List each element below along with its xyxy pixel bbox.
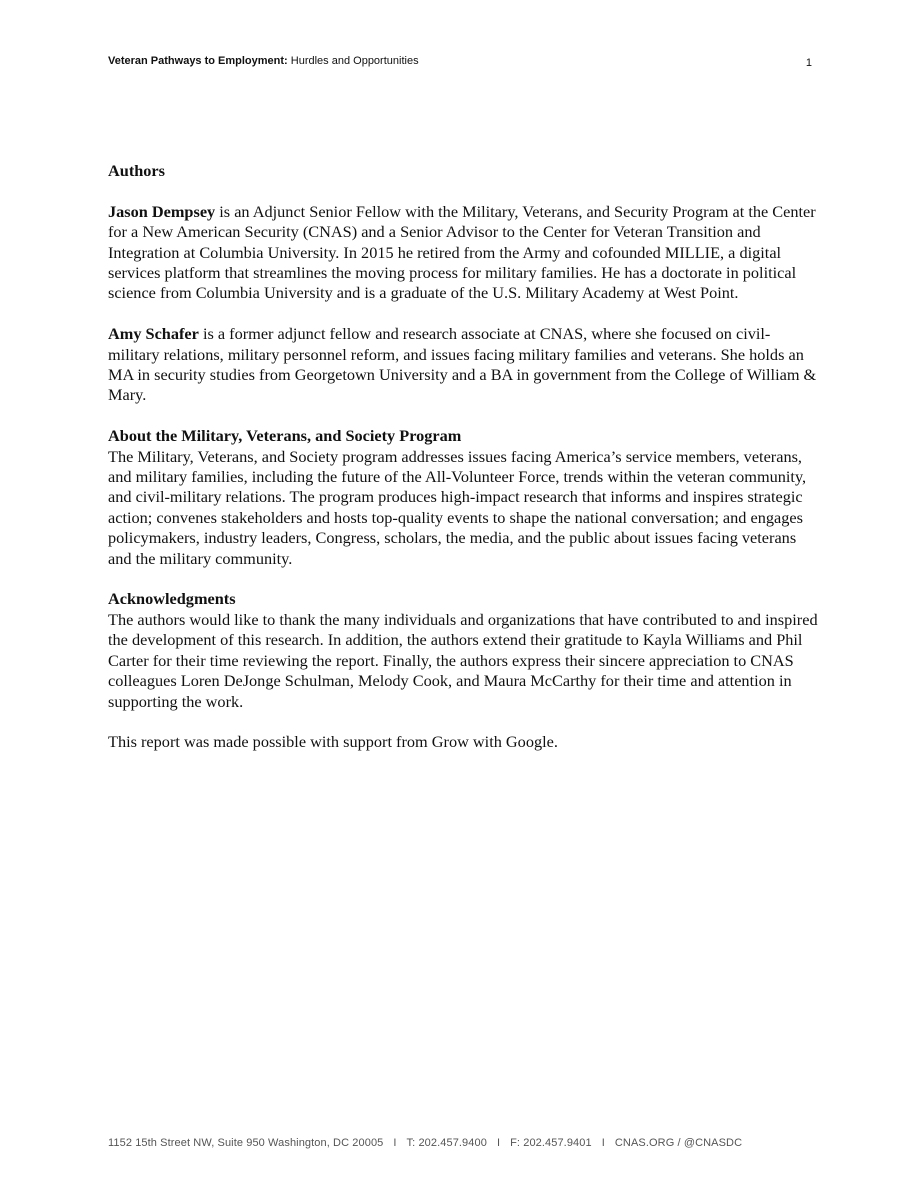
schafer-bio: is a former adjunct fellow and research associate at CNAS, where she focused on civil-military relations, military personnel reform, and issues facing military families and veterans. She holds an MA in security studies from Georgetown University and a BA in government from the College of William & Mary. [108,324,817,405]
program-heading: About the Military, Veterans, and Society Program [108,426,462,446]
running-header [108,55,812,67]
footer-phone: T: 202.457.9400 [406,1137,487,1149]
program-body: The Military, Veterans, and Society program addresses issues facing America’s service members, veterans, and military families, including the future of the All-Volunteer Force, trends within the veteran community, and civil-military relations. The program produces high-impact research that informs and inspires strategic action; convenes stakeholders and hosts top-quality events to shape the national conversation; and engages policymakers, industry leaders, Congress, scholars, the media, and the public about issues facing veterans and the military community. [108,446,807,568]
support-note: This report was made possible with support from Grow with Google. [108,732,558,752]
schafer-bio-paragraph [108,324,820,406]
authors-heading: Authors [108,161,165,180]
footer-separator: I [601,1137,605,1149]
schafer-name: Amy Schafer [108,324,199,344]
footer-separator: I [393,1137,397,1149]
footer-address: 1152 15th Street NW, Suite 950 Washington, DC 20005 [108,1137,384,1149]
dempsey-bio: is an Adjunct Senior Fellow with the Military, Veterans, and Security Program at the Center for a New American Security (CNAS) and a Senior Advisor to the Center for Veteran Transition and Integration at Columbia University. In 2015 he retired from the Army and cofounded MILLIE, a digital services platform that streamlines the moving process for military families. He has a doctorate in political science from Columbia University and is a graduate of the U.S. Military Academy at West Point. [108,201,816,303]
acknowledgments-heading: Acknowledgments [108,589,236,609]
acknowledgments-body: The authors would like to thank the many individuals and organizations that have contributed to and inspired the development of this research. In addition, the authors extend their gratitude to Kayla Williams and Phil Carter for their time reviewing the report. Finally, the authors express their sincere appreciation to CNAS colleagues Loren DeJonge Schulman, Melody Cook, and Maura McCarthy for their time and attention in supporting the work. [108,609,818,711]
page-footer [108,1137,742,1149]
footer-separator: I [496,1137,501,1149]
dempsey-bio-paragraph [108,202,820,304]
document-body [108,161,820,753]
dempsey-name: Jason Dempsey [108,201,216,221]
report-title-bold: Veteran Pathways to Employment: [108,55,288,67]
footer-web: CNAS.ORG / @CNASDC [614,1137,743,1149]
footer-fax: F: 202.457.9401 [510,1137,592,1149]
page-number: 1 [805,57,812,69]
report-title-rest: Hurdles and Opportunities [287,55,419,67]
